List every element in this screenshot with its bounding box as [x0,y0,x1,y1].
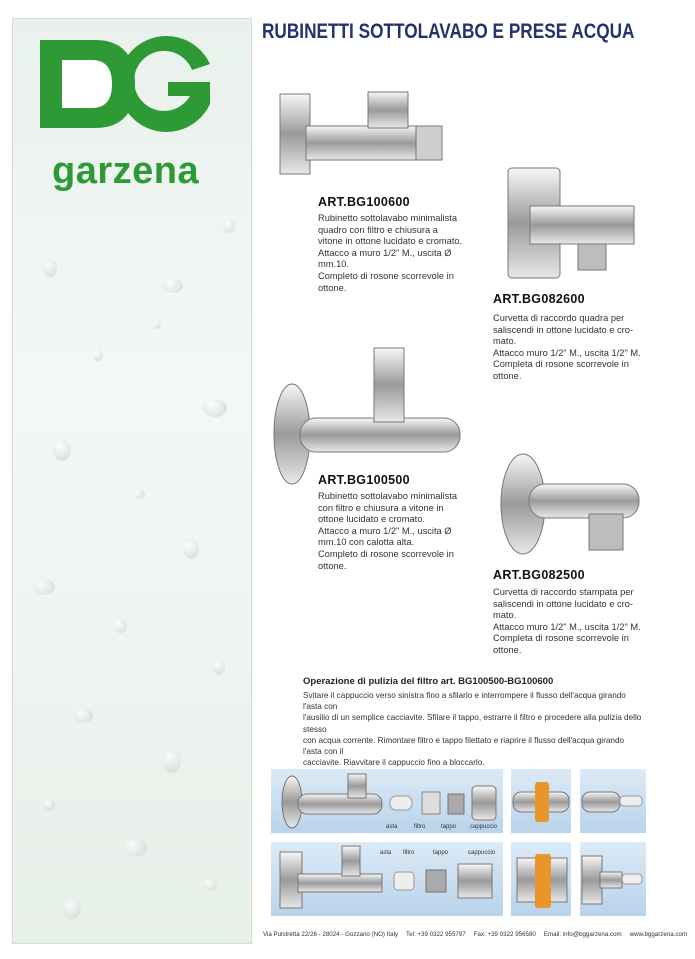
part-label: asta [386,824,398,830]
part-label: filtro [403,850,415,856]
product-photo-bg082600 [504,168,638,280]
product-photo-bg082500 [493,450,643,560]
product-code: ART.BG100600 [318,195,410,209]
product-code: ART.BG100500 [318,473,410,487]
part-label: filtro [414,824,426,830]
product-code: ART.BG082500 [493,568,585,582]
detail-cap-square [582,844,644,914]
part-label: asta [380,850,392,856]
part-label: tappo [433,850,449,856]
contact-footer: Via Pulstretta 22/26 - 28024 - Gozzano (NO) Italy Tel: +39 0322 955797 Fax: +39 0322 956580 Email: info@bggarzena.com www.bggarzena.com [263,931,688,938]
product-description: Curvetta di raccordo stampata per saliscendi in ottone lucidato e cro- mato. Attacco muro 1/2" M., uscita 1/2" M. Completa di rosone scorrevole in ottone. [493,587,641,655]
product-photo-bg100600 [276,86,446,186]
product-description: Rubinetto sottolavabo minimalista con filtro e chiusura a vitone in ottone lucidato e cromato. Attacco a muro 1/2" M., uscita Ø mm.10 con calotta alta. Completo di rosone scorrevole in ottone. [318,491,458,571]
brand-name: garzena [52,150,200,192]
detail-screwdriver-round [513,772,569,830]
detail-screwdriver-square [513,844,569,914]
exploded-view-round [276,772,501,830]
part-label: cappuccio [470,824,498,830]
detail-cap-round [582,772,644,830]
product-description: Curvetta di raccordo quadra per saliscendi in ottone lucidato e cro- mato. Attacco muro 1/2" M., uscita 1/2" M. Completa di rosone scorrevole in ottone. [493,313,641,381]
filter-cleaning-instructions: Svitare il cappuccio verso sinistra fino a sfilarlo e interrompere il flusso dell'acqua girando l'asta con l'ausilio di un semplice cacciavite. Sfilare il tappo, estrarre il filtro e procedere alla pulizia dello stesso con acqua corrente. Rimontare filtro e tappo filettato e riaprire il flusso dell'acqua girando l'asta con il cacciavite. Riavvitare il cappuccio fino a bloccarlo. [303,691,642,768]
product-description: Rubinetto sottolavabo minimalista quadro con filtro e chiusura a vitone in ottone lucidato e cromato. Attacco a muro 1/2" M., uscita Ø mm.10. Completo di rosone scorrevole in ottone. [318,213,463,293]
product-photo-bg100500 [270,344,470,492]
part-label: cappuccio [468,850,496,856]
part-label: tappo [441,824,457,830]
filter-cleaning-title: Operazione di pulizia del filtro art. BG100500-BG100600 [303,676,554,687]
page-title: RUBINETTI SOTTOLAVABO E PRESE ACQUA [262,20,635,43]
product-code: ART.BG082600 [493,292,585,306]
